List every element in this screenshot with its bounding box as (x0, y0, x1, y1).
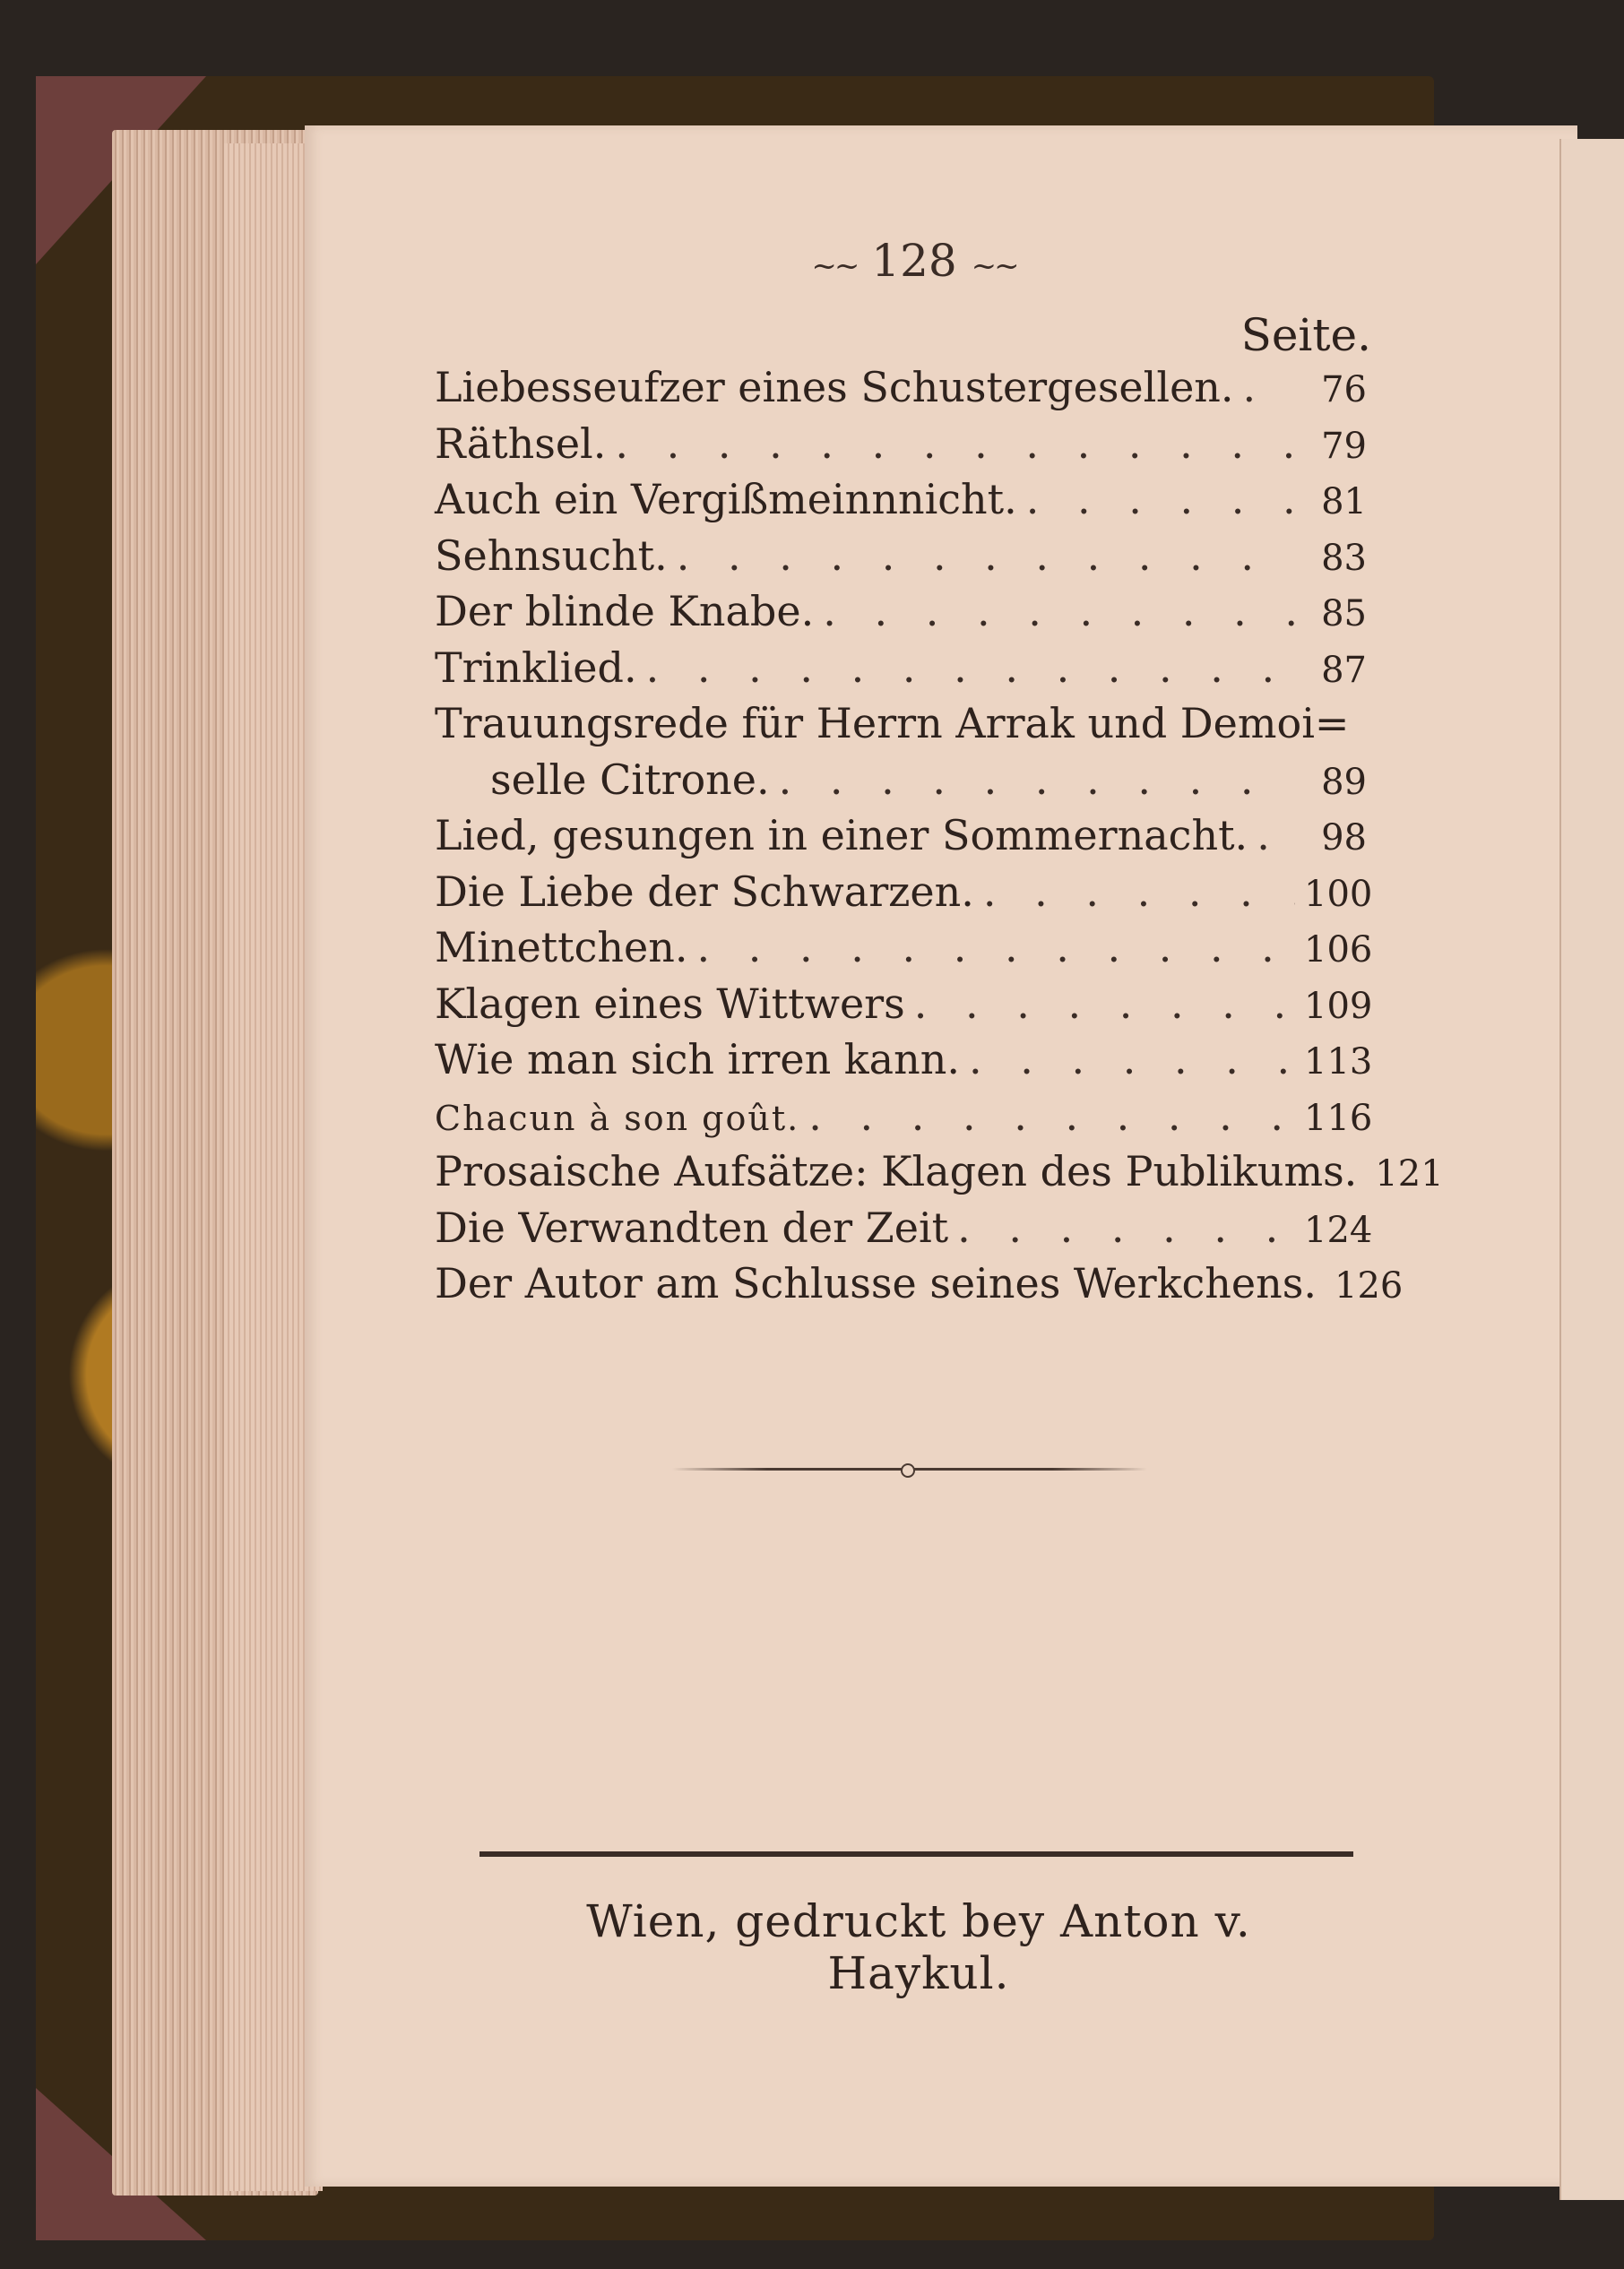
dot-leader (983, 867, 1295, 916)
toc-entry-page: 79 (1321, 425, 1367, 467)
toc-entry (435, 475, 1367, 531)
toc-entry-title: Trinklied. (435, 643, 637, 692)
toc-entry-page: 83 (1321, 537, 1367, 579)
toc-entry (435, 363, 1367, 419)
toc-entry-page: 113 (1304, 1041, 1373, 1083)
toc-entry-title: Klagen eines Wittwers (435, 979, 905, 1028)
toc-entry-page: 126 (1335, 1265, 1404, 1307)
dot-leader (914, 979, 1295, 1028)
printer-imprint: Wien, gedruckt bey Anton v. Haykul. (586, 1895, 1251, 1999)
header-ornament-right-icon: ~~ (971, 248, 1017, 284)
dot-leader (1243, 363, 1295, 411)
facing-page-edge (1559, 139, 1624, 2200)
toc-entry-title: Trauungsrede für Herrn Arrak und Demoi= (435, 699, 1350, 747)
toc-entry (435, 1147, 1444, 1204)
toc-entry-title: Prosaische Aufsätze: Klagen des Publikums. (435, 1147, 1358, 1195)
toc-entry-title: Wie man sich irren kann. (435, 1035, 960, 1083)
divider-center-ornament-icon (901, 1463, 915, 1478)
toc-entry (435, 923, 1373, 979)
toc-entry-page: 124 (1304, 1209, 1373, 1251)
imprint-rule (479, 1851, 1353, 1857)
toc-entry-title: Chacun à son goût. (435, 1098, 800, 1138)
toc-entry-title: Liebesseufzer eines Schustergesellen. (435, 363, 1234, 411)
toc-entry (435, 643, 1367, 700)
toc-entry-title: Der Autor am Schlusse seines Werkchens. (435, 1259, 1317, 1307)
toc-entry-page: 85 (1321, 593, 1367, 634)
toc-entry-title: Der blinde Knabe. (435, 587, 815, 635)
toc-entry-page: 81 (1321, 481, 1367, 522)
toc-entry (435, 1203, 1373, 1260)
toc-entry-page: 106 (1304, 929, 1373, 971)
toc-entry-title: Auch ein Vergißmeinnnicht. (435, 475, 1017, 523)
toc-entry (435, 699, 1367, 755)
toc-entry (435, 867, 1373, 924)
toc-entry-page: 109 (1304, 985, 1373, 1027)
toc-entry-title: Minettchen. (435, 923, 688, 971)
toc-entry (435, 1091, 1373, 1148)
toc-entry-continuation (435, 755, 1367, 812)
page-number: 128 (871, 235, 957, 287)
header-ornament-left-icon: ~~ (811, 248, 858, 284)
toc-entry-title: Sehnsucht. (435, 531, 668, 580)
toc-entry-page: 116 (1304, 1097, 1373, 1139)
table-of-contents (435, 363, 1444, 1316)
dot-leader (779, 755, 1295, 804)
toc-entry (435, 531, 1367, 588)
dot-leader (1257, 811, 1295, 859)
toc-entry-page: 89 (1321, 761, 1367, 803)
toc-entry-page: 121 (1375, 1153, 1444, 1195)
dot-leader (697, 923, 1296, 971)
toc-entry (435, 419, 1367, 476)
toc-entry-page: 76 (1321, 369, 1367, 410)
toc-entry (435, 979, 1373, 1036)
toc-entry-page: 87 (1321, 649, 1367, 691)
toc-entry-page: 98 (1321, 817, 1367, 858)
toc-entry-title: Die Verwandten der Zeit (435, 1203, 949, 1252)
dot-leader (823, 587, 1295, 635)
toc-entry (435, 1259, 1404, 1316)
toc-entry-title: Lied, gesungen in einer Sommernacht. (435, 811, 1248, 859)
dot-leader (969, 1035, 1295, 1083)
dot-leader (646, 643, 1295, 692)
dot-leader (677, 531, 1295, 580)
toc-entry (435, 1035, 1373, 1091)
dot-leader (615, 419, 1295, 468)
toc-entry-title: Räthsel. (435, 418, 607, 468)
toc-entry (435, 587, 1367, 643)
toc-entry-title: Die Liebe der Schwarzen. (435, 867, 974, 916)
page-header (744, 235, 1084, 287)
dot-leader (808, 1091, 1295, 1140)
page-column-header: Seite. (1240, 309, 1371, 361)
dot-leader (957, 1204, 1295, 1252)
dot-leader (1026, 475, 1295, 523)
toc-entry-title: selle Citrone. (490, 755, 770, 804)
toc-entry-page: 100 (1304, 873, 1373, 915)
toc-entry (435, 811, 1367, 867)
